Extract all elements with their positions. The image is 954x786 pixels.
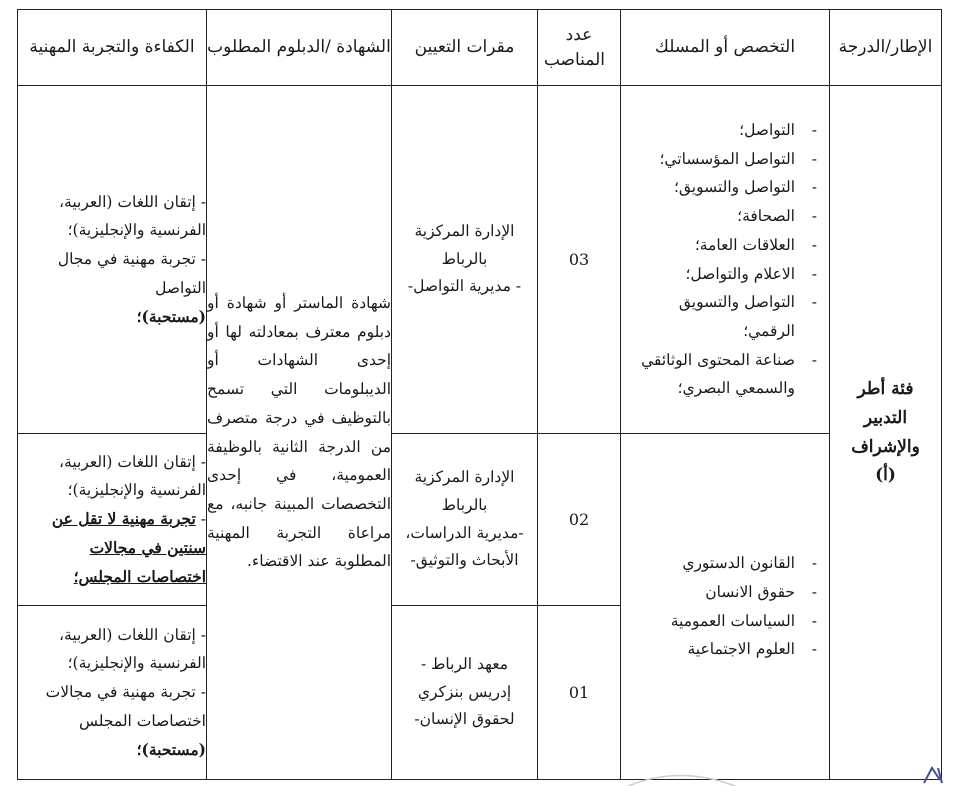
competence-cell: - إتقان اللغات (العربية، الفرنسية والإنجليزية)؛ - تجربة مهنية في مجالات اختصاصات المجلس (مستحبة)؛ [18, 606, 207, 780]
table-row [18, 434, 942, 606]
specialty-item: - التواصل والتسويق الرقمي؛ [633, 288, 817, 345]
location-cell: معهد الرباط - إدريس بنزكري لحقوق الإنسان- [392, 606, 538, 780]
specialty-list [621, 549, 829, 664]
diploma-cell: شهادة الماستر أو شهادة أو دبلوم معترف بمعادلته لها أو إحدى الشهادات أو الديبلومات التي تسمح بالتوظيف في درجة متصرف من الدرجة الثانية بالوظيفة العمومية، في إحدى التخصصات المبينة جانبه، مع مراعاة التجربة المهنية المطلوبة عند الاقتضاء. [207, 86, 392, 780]
competence-cell: - إتقان اللغات (العربية، الفرنسية والإنجليزية)؛ - تجربة مهنية في مجال التواصل (مستحبة)؛ [18, 86, 207, 434]
specialty-list [621, 116, 829, 403]
positions-cell: 01 [538, 606, 621, 780]
specialty-cell-2 [621, 434, 830, 780]
header-specialty: التخصص أو المسلك [621, 10, 830, 86]
table-row [18, 86, 942, 434]
specialty-item: - حقوق الانسان [633, 578, 817, 607]
specialty-item: - التواصل والتسويق؛ [633, 173, 817, 202]
specialty-cell-1 [621, 86, 830, 434]
specialty-item: - السياسات العمومية [633, 607, 817, 636]
header-row [18, 10, 942, 86]
category-cell: فئة أطر التدبير والإشراف (أ) [830, 86, 942, 780]
positions-cell: 03 [538, 86, 621, 434]
header-positions: عدد المناصب [538, 10, 621, 86]
specialty-item: - صناعة المحتوى الوثائقي والسمعي البصري؛ [633, 346, 817, 403]
specialty-item: - العلاقات العامة؛ [633, 231, 817, 260]
specialty-item: - التواصل المؤسساتي؛ [633, 145, 817, 174]
header-locations: مقرات التعيين [392, 10, 538, 86]
recruitment-table [17, 9, 942, 780]
location-cell: الإدارة المركزية بالرباط - مديرية التواصل- [392, 86, 538, 434]
specialty-item: - القانون الدستوري [633, 549, 817, 578]
header-category: الإطار/الدرجة [830, 10, 942, 86]
positions-cell: 02 [538, 434, 621, 606]
header-competence: الكفاءة والتجربة المهنية [18, 10, 207, 86]
header-diploma: الشهادة /الدبلوم المطلوب [207, 10, 392, 86]
specialty-item: - الاعلام والتواصل؛ [633, 260, 817, 289]
competence-cell: - إتقان اللغات (العربية، الفرنسية والإنجليزية)؛ - تجربة مهنية لا تقل عن سنتين في مجالات اختصاصات المجلس؛ [18, 434, 207, 606]
specialty-item: - التواصل؛ [633, 116, 817, 145]
specialty-item: - العلوم الاجتماعية [633, 635, 817, 664]
specialty-item: - الصحافة؛ [633, 202, 817, 231]
location-cell: الإدارة المركزية بالرباط -مديرية الدراسات، الأبحاث والتوثيق- [392, 434, 538, 606]
